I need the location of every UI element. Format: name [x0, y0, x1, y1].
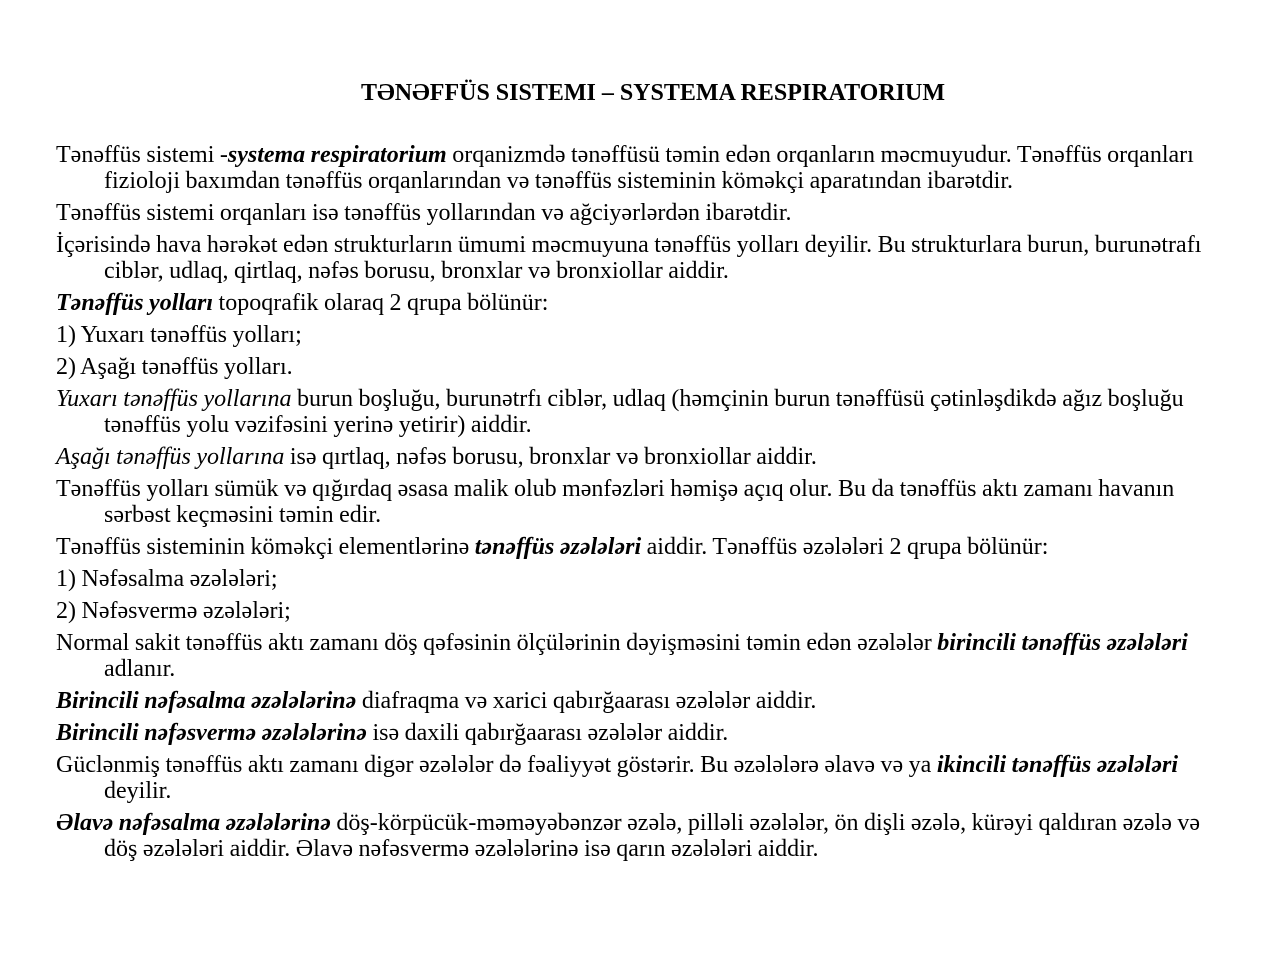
paragraph	[56, 752, 1236, 804]
paragraph	[56, 232, 1236, 284]
paragraph	[56, 566, 1236, 592]
document-page	[56, 78, 1236, 868]
emphasized-term: Yuxarı tənəffüs yollarına	[56, 386, 292, 412]
emphasized-term: ikincili tənəffüs əzələləri	[936, 752, 1179, 778]
emphasized-term: Birincili nəfəsvermə əzələlərinə	[56, 720, 367, 746]
paragraph	[56, 688, 1236, 714]
text-run: burun boşluğu, burunətrfı ciblər, udlaq (həmçinin burun tənəffüsü çətinləşdikdə ağız boşluğu tənəffüs yolu vəzifəsini yerinə yetirir) aiddir.	[104, 386, 1184, 438]
text-run: 2) Aşağı tənəffüs yolları.	[56, 354, 293, 380]
text-run: 1) Yuxarı tənəffüs yolları;	[56, 322, 302, 348]
emphasized-term: Aşağı tənəffüs yollarına	[56, 444, 285, 470]
text-run: orqanizmdə tənəffüsü təmin edən orqanların məcmuyudur. Tənəffüs orqanları fizioloji baxımdan tənəffüs orqanlarından və tənəffüs sisteminin köməkçi aparatından ibarətdir.	[104, 142, 1194, 194]
paragraph	[56, 598, 1236, 624]
paragraph	[56, 322, 1236, 348]
emphasized-term: Tənəffüs yolları	[56, 290, 214, 316]
emphasized-term: tənəffüs əzələləri	[474, 534, 642, 560]
text-run: topoqrafik olaraq 2 qrupa bölünür:	[213, 290, 549, 316]
paragraph	[56, 476, 1236, 528]
paragraph	[56, 630, 1236, 682]
text-run: Tənəffüs sistemi orqanları isə tənəffüs yollarından və ağciyərlərdən ibarətdir.	[56, 200, 792, 226]
emphasized-term: Birincili nəfəsalma əzələlərinə	[56, 688, 357, 714]
text-run: Tənəffüs sisteminin köməkçi elementlərinə	[56, 534, 475, 560]
paragraph	[56, 142, 1236, 194]
text-run: İçərisində hava hərəkət edən strukturların ümumi məcmuyuna tənəffüs yolları deyilir. Bu strukturlara burun, burunətrafı ciblər, udlaq, qirtlaq, nəfəs borusu, bronxlar və bronxiollar aiddir.	[56, 232, 1202, 284]
text-run: aiddir. Tənəffüs əzələləri 2 qrupa bölünür:	[641, 534, 1049, 560]
paragraph	[56, 290, 1236, 316]
emphasized-term: birincili tənəffüs əzələləri	[937, 630, 1188, 656]
text-run: Normal sakit tənəffüs aktı zamanı döş qəfəsinin ölçülərinin dəyişməsini təmin edən əzələlər	[56, 630, 938, 656]
text-run: 2) Nəfəsvermə əzələləri;	[56, 598, 291, 624]
document-body	[56, 142, 1236, 862]
text-run: isə qırtlaq, nəfəs borusu, bronxlar və bronxiollar aiddir.	[284, 444, 817, 470]
paragraph	[56, 386, 1236, 438]
text-run: döş-körpücük-məməyəbənzər əzələ, pilləli əzələlər, ön dişli əzələ, kürəyi qaldıran əzələ və döş əzələləri aiddir. Əlavə nəfəsvermə əzələlərinə isə qarın əzələləri aiddir.	[104, 810, 1201, 862]
text-run: diafraqma və xarici qabırğaarası əzələlər aiddir.	[356, 688, 817, 714]
paragraph	[56, 534, 1236, 560]
text-run: Güclənmiş tənəffüs aktı zamanı digər əzələlər də fəaliyyət göstərir. Bu əzələlərə əlavə və ya	[56, 752, 937, 778]
text-run: Tənəffüs sistemi -	[56, 142, 228, 168]
emphasized-term: systema respiratorium	[227, 142, 447, 168]
paragraph	[56, 444, 1236, 470]
text-run: Tənəffüs yolları sümük və qığırdaq əsasa malik olub mənfəzləri həmişə açıq olur. Bu da tənəffüs aktı zamanı havanın sərbəst keçməsini təmin edir.	[56, 476, 1175, 528]
text-run: isə daxili qabırğaarası əzələlər aiddir.	[366, 720, 729, 746]
emphasized-term: Əlavə nəfəsalma əzələlərinə	[56, 810, 331, 836]
text-run: 1) Nəfəsalma əzələləri;	[56, 566, 278, 592]
document-title: TƏNƏFFÜS SISTEMI – SYSTEMA RESPIRATORIUM	[360, 80, 945, 106]
paragraph	[56, 810, 1236, 862]
paragraph	[56, 200, 1236, 226]
text-run: deyilir.	[104, 778, 172, 804]
text-run: adlanır.	[104, 656, 176, 682]
paragraph	[56, 720, 1236, 746]
paragraph	[56, 354, 1236, 380]
